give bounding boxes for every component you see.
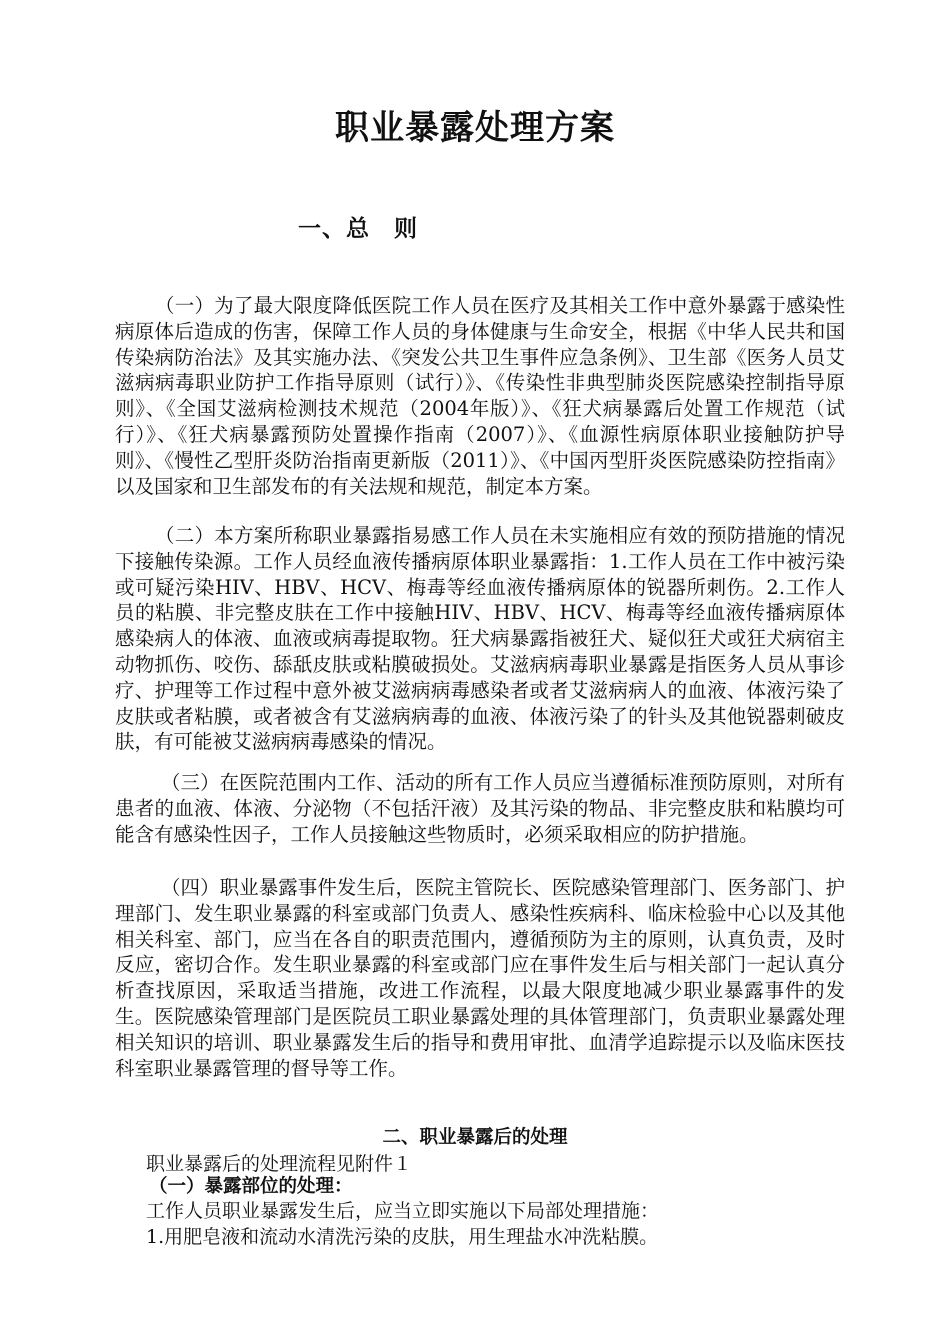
section-heading-post-exposure: 二、职业暴露后的处理 — [382, 1127, 568, 1148]
section-heading-general: 一、总 则 — [298, 215, 418, 242]
subsection-text: 工作人员职业暴露发生后，应当立即实施以下局部处理措施： — [146, 1200, 660, 1222]
paragraph-3: （三）在医院范围内工作、活动的所有工作人员应当遵循标准预防原则，对所有患者的血液、体液、分泌物（不包括汗液）及其污染的物品、非完整皮肤和粘膜均可能含有感染性因子，工作人员接触这些物质时，必须采取相应的防护措施。 — [115, 771, 845, 846]
paragraph-4: （四）职业暴露事件发生后，医院主管院长、医院感染管理部门、医务部门、护理部门、发生职业暴露的科室或部门负责人、感染性疾病科、临床检验中心以及其他相关科室、部门，应当在各自的职责范围内，遵循预防为主的原则，认真负责，及时反应，密切合作。发生职业暴露的科室或部门应在事件发生后与相关部门一起认真分析查找原因，采取适当措施，改进工作流程，以最大限度地减少职业暴露事件的发生。医院感染管理部门是医院员工职业暴露处理的具体管理部门，负责职业暴露处理相关知识的培训、职业暴露发生后的指导和费用审批、血清学追踪提示以及临床医技科室职业暴露管理的督导等工作。 — [115, 876, 845, 1080]
subsection-heading-exposure-site: （一）暴露部位的处理： — [149, 1176, 353, 1197]
paragraph-1: （一）为了最大限度降低医院工作人员在医疗及其相关工作中意外暴露于感染性病原体后造成的伤害，保障工作人员的身体健康与生命安全，根据《中华人民共和国传染病防治法》及其实施办法、《突发公共卫生事件应急条例》、卫生部《医务人员艾滋病病毒职业防护工作指导原则（试行）》、《传染性非典型肺炎医院感染控制指导原则》、《全国艾滋病检测技术规范（2004年版）》、《狂犬病暴露后处置工作规范（试行）》、《狂犬病暴露预防处置操作指南（2007）》、《血源性病原体职业接触防护导则》、《慢性乙型肝炎防治指南更新版（2011）》、《中国丙型肝炎医院感染防控指南》以及国家和卫生部发布的有关法规和规范，制定本方案。 — [115, 294, 845, 498]
section2-intro: 职业暴露后的处理流程见附件１ — [146, 1153, 413, 1175]
paragraph-2: （二）本方案所称职业暴露指易感工作人员在未实施相应有效的预防措施的情况下接触传染源。工作人员经血液传播病原体职业暴露指：1.工作人员在工作中被污染或可疑污染HIV、HBV、HCV、梅毒等经血液传播病原体的锐器所刺伤。2.工作人员的粘膜、非完整皮肤在工作中接触HIV、HBV、HCV、梅毒等经血液传播病原体感染病人的体液、血液或病毒提取物。狂犬病暴露指被狂犬、疑似狂犬或狂犬病宿主动物抓伤、咬伤、舔舐皮肤或粘膜破损处。艾滋病病毒职业暴露是指医务人员从事诊疗、护理等工作过程中意外被艾滋病病毒感染者或者艾滋病病人的血液、体液污染了皮肤或者粘膜，或者被含有艾滋病病毒的血液、体液污染了的针头及其他锐器刺破皮肤，有可能被艾滋病病毒感染的情况。 — [115, 524, 845, 754]
document-title: 职业暴露处理方案 — [335, 108, 615, 148]
list-item-1: 1.用肥皂液和流动水清洗污染的皮肤，用生理盐水冲洗粘膜。 — [146, 1226, 659, 1248]
